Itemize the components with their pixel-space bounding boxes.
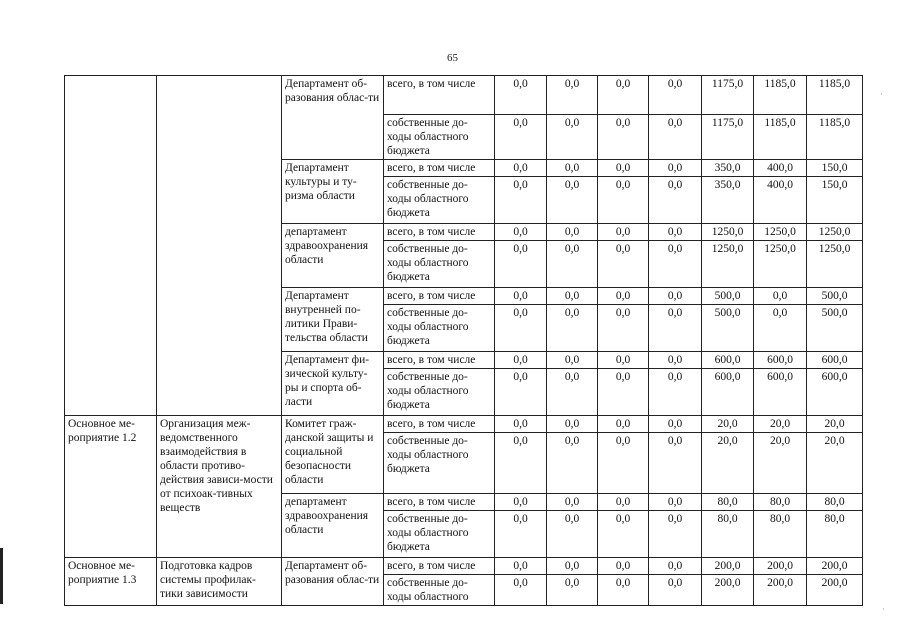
value-cell: 0,0 — [495, 241, 547, 288]
value-cell: 1250,0 — [807, 241, 863, 288]
value-cell: 0,0 — [495, 494, 547, 511]
value-cell: 0,0 — [495, 433, 547, 494]
department-cell: Департамент об-разования облас-ти — [282, 76, 384, 160]
value-cell: 0,0 — [547, 416, 598, 433]
value-cell: 0,0 — [495, 76, 547, 115]
funding-type-cell: всего, в том числе — [384, 416, 495, 433]
funding-type-cell: собственные до-ходы областного бюджета — [384, 177, 495, 224]
value-cell: 500,0 — [807, 288, 863, 305]
value-cell: 600,0 — [754, 352, 807, 369]
table-row — [65, 76, 863, 115]
value-cell: 0,0 — [649, 494, 702, 511]
value-cell: 600,0 — [702, 352, 754, 369]
event-cell — [65, 76, 157, 416]
value-cell: 1175,0 — [702, 115, 754, 160]
value-cell: 0,0 — [495, 288, 547, 305]
value-cell: 0,0 — [598, 575, 649, 606]
funding-type-cell: собственные до-ходы областного бюджета — [384, 115, 495, 160]
value-cell: 80,0 — [754, 511, 807, 558]
value-cell: 1250,0 — [807, 224, 863, 241]
value-cell: 500,0 — [807, 305, 863, 352]
value-cell: 0,0 — [495, 177, 547, 224]
event-cell: Основное ме-роприятие 1.3 — [65, 558, 157, 606]
value-cell: 1185,0 — [754, 76, 807, 115]
value-cell: 0,0 — [495, 160, 547, 177]
event-name-cell — [157, 76, 282, 416]
value-cell: 0,0 — [598, 115, 649, 160]
value-cell: 200,0 — [754, 558, 807, 575]
value-cell: 1185,0 — [807, 115, 863, 160]
department-cell: Департамент об-разования облас-ти — [282, 558, 384, 606]
value-cell: 0,0 — [495, 224, 547, 241]
value-cell: 0,0 — [649, 433, 702, 494]
value-cell: 0,0 — [598, 241, 649, 288]
value-cell: 0,0 — [547, 241, 598, 288]
funding-type-cell: собственные до-ходы областного бюджета — [384, 305, 495, 352]
value-cell: 350,0 — [702, 160, 754, 177]
value-cell: 0,0 — [547, 575, 598, 606]
department-cell: Департамент фи-зической культу-ры и спорта об-ласти — [282, 352, 384, 416]
value-cell: 350,0 — [702, 177, 754, 224]
funding-type-cell: всего, в том числе — [384, 558, 495, 575]
value-cell: 1250,0 — [754, 224, 807, 241]
value-cell: 0,0 — [495, 369, 547, 416]
event-name-cell: Организация меж-ведомственного взаимодействия в области противо-действия зависи-мости от психоак-тивных веществ — [157, 416, 282, 558]
department-cell: Департамент внутренней по-литики Прави-тельства области — [282, 288, 384, 352]
value-cell: 200,0 — [702, 558, 754, 575]
value-cell: 1250,0 — [754, 241, 807, 288]
value-cell: 0,0 — [547, 369, 598, 416]
value-cell: 0,0 — [649, 369, 702, 416]
value-cell: 200,0 — [702, 575, 754, 606]
value-cell: 0,0 — [754, 305, 807, 352]
value-cell: 0,0 — [649, 352, 702, 369]
value-cell: 0,0 — [547, 494, 598, 511]
value-cell: 600,0 — [702, 369, 754, 416]
value-cell: 0,0 — [754, 288, 807, 305]
scan-edge-mark — [0, 548, 3, 604]
value-cell: 1250,0 — [702, 224, 754, 241]
value-cell: 150,0 — [807, 160, 863, 177]
value-cell: 0,0 — [649, 224, 702, 241]
value-cell: 0,0 — [598, 416, 649, 433]
value-cell: 0,0 — [649, 241, 702, 288]
value-cell: 0,0 — [547, 288, 598, 305]
scan-speck: · — [880, 90, 883, 99]
value-cell: 0,0 — [547, 115, 598, 160]
value-cell: 0,0 — [547, 433, 598, 494]
value-cell: 0,0 — [649, 558, 702, 575]
page-number: 65 — [447, 52, 458, 64]
funding-type-cell: всего, в том числе — [384, 352, 495, 369]
value-cell: 0,0 — [649, 115, 702, 160]
value-cell: 20,0 — [702, 416, 754, 433]
value-cell: 500,0 — [702, 288, 754, 305]
value-cell: 0,0 — [547, 160, 598, 177]
value-cell: 0,0 — [495, 558, 547, 575]
value-cell: 0,0 — [495, 416, 547, 433]
value-cell: 0,0 — [598, 288, 649, 305]
table-row — [65, 558, 863, 575]
budget-table — [64, 75, 863, 606]
value-cell: 0,0 — [598, 224, 649, 241]
value-cell: 20,0 — [702, 433, 754, 494]
value-cell: 600,0 — [807, 369, 863, 416]
value-cell: 0,0 — [598, 177, 649, 224]
value-cell: 0,0 — [598, 305, 649, 352]
event-name-cell: Подготовка кадров системы профилак-тики зависимости — [157, 558, 282, 606]
value-cell: 1250,0 — [702, 241, 754, 288]
value-cell: 0,0 — [547, 352, 598, 369]
table-row — [65, 416, 863, 433]
department-cell: Комитет граж-данской защиты и социальной безопасности области — [282, 416, 384, 494]
funding-type-cell: собственные до-ходы областного бюджета — [384, 241, 495, 288]
value-cell: 20,0 — [754, 433, 807, 494]
value-cell: 0,0 — [495, 305, 547, 352]
value-cell: 0,0 — [495, 575, 547, 606]
value-cell: 80,0 — [702, 494, 754, 511]
value-cell: 0,0 — [495, 352, 547, 369]
value-cell: 0,0 — [649, 416, 702, 433]
value-cell: 0,0 — [649, 305, 702, 352]
value-cell: 0,0 — [649, 76, 702, 115]
value-cell: 0,0 — [495, 115, 547, 160]
department-cell: департамент здравоохранения области — [282, 224, 384, 288]
value-cell: 0,0 — [598, 76, 649, 115]
value-cell: 0,0 — [547, 511, 598, 558]
value-cell: 0,0 — [598, 558, 649, 575]
value-cell: 1175,0 — [702, 76, 754, 115]
value-cell: 400,0 — [754, 177, 807, 224]
value-cell: 0,0 — [598, 433, 649, 494]
value-cell: 20,0 — [807, 416, 863, 433]
value-cell: 0,0 — [598, 369, 649, 416]
value-cell: 20,0 — [807, 433, 863, 494]
funding-type-cell: всего, в том числе — [384, 224, 495, 241]
scan-speck: · — [882, 605, 885, 614]
value-cell: 600,0 — [754, 369, 807, 416]
value-cell: 80,0 — [754, 494, 807, 511]
value-cell: 1185,0 — [754, 115, 807, 160]
value-cell: 200,0 — [807, 558, 863, 575]
value-cell: 400,0 — [754, 160, 807, 177]
funding-type-cell: собственные до-ходы областного — [384, 575, 495, 606]
value-cell: 0,0 — [547, 177, 598, 224]
funding-type-cell: всего, в том числе — [384, 288, 495, 305]
value-cell: 0,0 — [547, 224, 598, 241]
value-cell: 20,0 — [754, 416, 807, 433]
value-cell: 150,0 — [807, 177, 863, 224]
funding-type-cell: собственные до-ходы областного бюджета — [384, 433, 495, 494]
value-cell: 0,0 — [649, 160, 702, 177]
value-cell: 0,0 — [649, 177, 702, 224]
value-cell: 600,0 — [807, 352, 863, 369]
event-cell: Основное ме-роприятие 1.2 — [65, 416, 157, 558]
value-cell: 80,0 — [807, 511, 863, 558]
department-cell: департамент здравоохранения области — [282, 494, 384, 558]
value-cell: 0,0 — [547, 558, 598, 575]
value-cell: 80,0 — [807, 494, 863, 511]
value-cell: 0,0 — [495, 511, 547, 558]
value-cell: 0,0 — [598, 352, 649, 369]
funding-type-cell: собственные до-ходы областного бюджета — [384, 369, 495, 416]
department-cell: Департамент культуры и ту-ризма области — [282, 160, 384, 224]
value-cell: 0,0 — [547, 305, 598, 352]
funding-type-cell: всего, в том числе — [384, 76, 495, 115]
value-cell: 0,0 — [598, 160, 649, 177]
funding-type-cell: собственные до-ходы областного бюджета — [384, 511, 495, 558]
value-cell: 0,0 — [649, 575, 702, 606]
funding-type-cell: всего, в том числе — [384, 160, 495, 177]
value-cell: 0,0 — [547, 76, 598, 115]
value-cell: 1185,0 — [807, 76, 863, 115]
value-cell: 0,0 — [598, 511, 649, 558]
value-cell: 200,0 — [807, 575, 863, 606]
value-cell: 500,0 — [702, 305, 754, 352]
value-cell: 0,0 — [649, 288, 702, 305]
value-cell: 0,0 — [598, 494, 649, 511]
value-cell: 80,0 — [702, 511, 754, 558]
value-cell: 0,0 — [649, 511, 702, 558]
funding-type-cell: всего, в том числе — [384, 494, 495, 511]
value-cell: 200,0 — [754, 575, 807, 606]
